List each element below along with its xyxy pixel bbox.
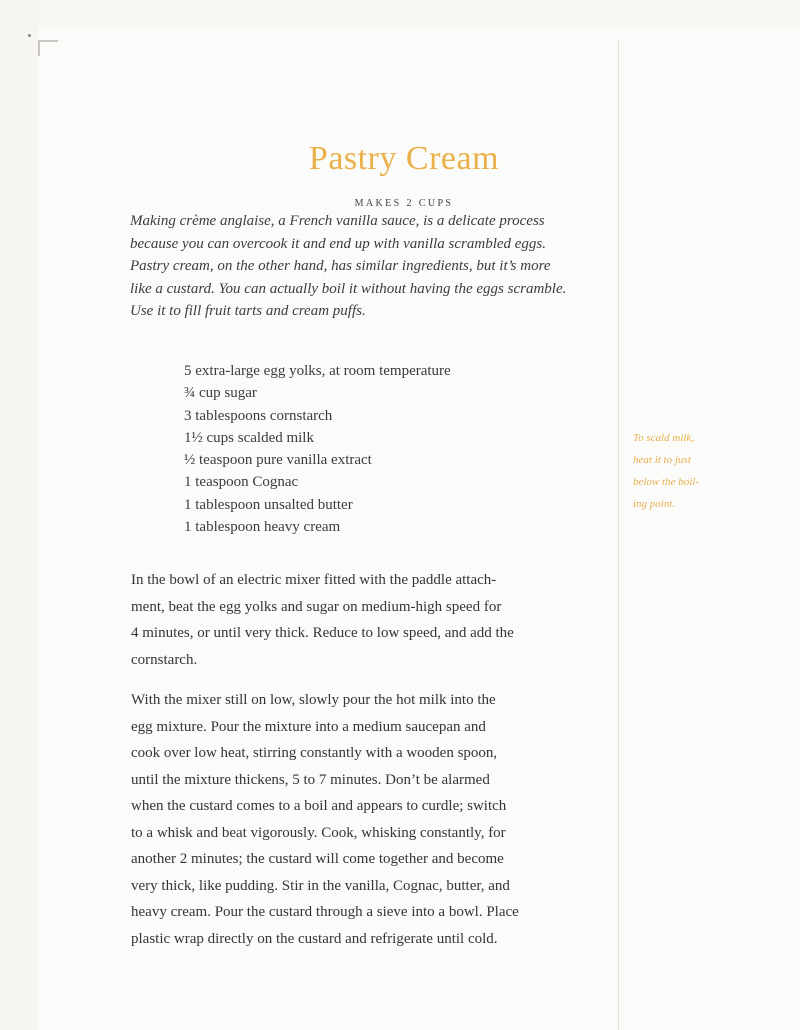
left-page-edge — [0, 0, 38, 1030]
tip-line: ing point. — [633, 498, 676, 510]
step-line: cook over low heat, stirring constantly with a wooden spoon, — [131, 745, 498, 761]
intro-line: Making crème anglaise, a French vanilla sauce, is a delicate process — [130, 213, 545, 229]
step-line: ment, beat the egg yolks and sugar on medium-high speed for — [131, 598, 502, 615]
margin-rule — [618, 40, 619, 1030]
step-line: very thick, like pudding. Stir in the vanilla, Cognac, butter, and — [131, 877, 510, 894]
top-page-edge — [0, 0, 800, 28]
step-line: to a whisk and beat vigorously. Cook, whisking constantly, for — [131, 824, 506, 841]
ingredient-item: 1 teaspoon Cognac — [184, 474, 299, 491]
ingredient-item: ½ teaspoon pure vanilla extract — [184, 452, 372, 469]
intro-line: because you can overcook it and end up with vanilla scrambled eggs. — [130, 235, 547, 252]
method-step-1 — [131, 567, 611, 673]
margin-tip — [633, 427, 743, 515]
step-line: With the mixer still on low, slowly pour the hot milk into the — [131, 692, 496, 708]
recipe-yield: MAKES 2 CUPS — [354, 198, 454, 209]
corner-mark — [38, 40, 40, 56]
corner-mark — [38, 40, 58, 42]
ingredient-item: 5 extra-large egg yolks, at room temperature — [184, 363, 451, 379]
method-step-2 — [131, 687, 611, 952]
ingredient-item: 3 tablespoons cornstarch — [184, 407, 333, 424]
recipe-title: Pastry Cream — [308, 140, 500, 177]
step-line: another 2 minutes; the custard will come together and become — [131, 851, 504, 867]
step-line: egg mixture. Pour the mixture into a medium saucepan and — [131, 718, 486, 735]
step-line: 4 minutes, or until very thick. Reduce to low speed, and add the — [131, 625, 514, 641]
intro-line: like a custard. You can actually boil it without having the eggs scramble. — [130, 280, 567, 297]
recipe-intro — [130, 210, 615, 323]
ingredient-item: 1 tablespoon heavy cream — [184, 519, 341, 536]
speck — [28, 34, 31, 37]
ingredient-item: ¾ cup sugar — [184, 385, 257, 402]
step-line: In the bowl of an electric mixer fitted with the paddle attach- — [131, 572, 497, 588]
ingredient-item: 1 tablespoon unsalted butter — [184, 496, 353, 513]
tip-line: heat it to just — [633, 454, 691, 466]
step-line: when the custard comes to a boil and appears to curdle; switch — [131, 798, 507, 814]
step-line: until the mixture thickens, 5 to 7 minutes. Don’t be alarmed — [131, 771, 490, 788]
ingredient-item: 1½ cups scalded milk — [184, 429, 314, 446]
intro-line: Use it to fill fruit tarts and cream puffs. — [130, 303, 366, 319]
ingredient-list — [184, 360, 451, 538]
tip-line: To scald milk, — [633, 432, 695, 444]
step-line: plastic wrap directly on the custard and refrigerate until cold. — [131, 930, 498, 947]
tip-line: below the boil- — [633, 476, 699, 488]
step-line: heavy cream. Pour the custard through a sieve into a bowl. Place — [131, 904, 519, 920]
intro-line: Pastry cream, on the other hand, has similar ingredients, but it’s more — [130, 258, 551, 274]
step-line: cornstarch. — [131, 651, 198, 668]
